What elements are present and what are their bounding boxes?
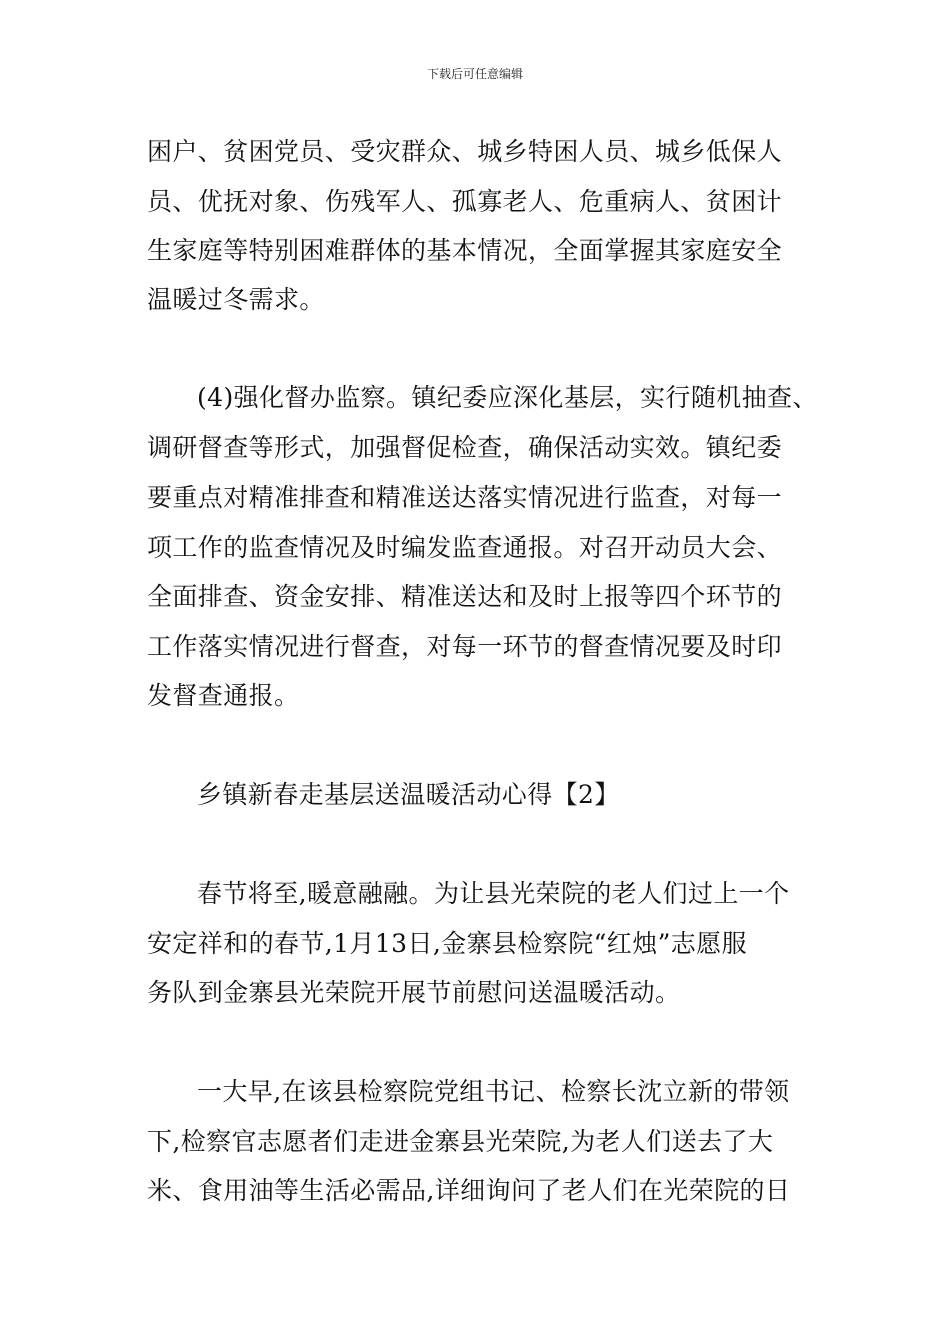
paragraph-2-line-7: 发督查通报。 [147,681,300,710]
paragraph-1-line-1: 困户、贫困党员、受灾群众、城乡特困人员、城乡低保人 [147,137,783,166]
header-note: 下载后可任意编辑 [426,67,523,81]
paragraph-1-line-4: 温暖过冬需求。 [147,285,325,314]
paragraph-3-line-1: 春节将至,暖意融融。为让县光荣院的老人们过上一个 [197,879,790,908]
paragraph-3-line-3: 务队到金寨县光荣院开展节前慰问送温暖活动。 [147,978,681,1007]
paragraph-4-line-3: 米、食用油等生活必需品,详细询问了老人们在光荣院的日 [147,1176,791,1205]
paragraph-1-line-2: 员、优抚对象、伤残军人、孤寡老人、危重病人、贫困计 [147,187,783,216]
paragraph-4-line-1: 一大早,在该县检察院党组书记、检察长沈立新的带领 [197,1077,790,1106]
paragraph-4-line-2: 下,检察官志愿者们走进金寨县光荣院,为老人们送去了大 [147,1127,774,1156]
paragraph-2-line-6: 工作落实情况进行督查，对每一环节的督查情况要及时印 [147,632,783,661]
paragraph-3-line-2: 安定祥和的春节,1月13日,金寨县检察院“红烛”志愿服 [147,929,747,958]
section-heading: 乡镇新春走基层送温暖活动心得【2】 [197,780,620,809]
paragraph-1-line-3: 生家庭等特别困难群体的基本情况，全面掌握其家庭安全 [147,236,783,265]
paragraph-2-line-1: (4)强化督办监察。镇纪委应深化基层，实行随机抽查、 [197,383,818,412]
paragraph-2-line-5: 全面排查、资金安排、精准送达和及时上报等四个环节的 [147,582,783,611]
paragraph-2-line-2: 调研督查等形式，加强督促检查，确保活动实效。镇纪委 [147,433,783,462]
paragraph-2-line-4: 项工作的监查情况及时编发监查通报。对召开动员大会、 [147,533,783,562]
paragraph-2-line-3: 要重点对精准排查和精准送达落实情况进行监查，对每一 [147,483,783,512]
